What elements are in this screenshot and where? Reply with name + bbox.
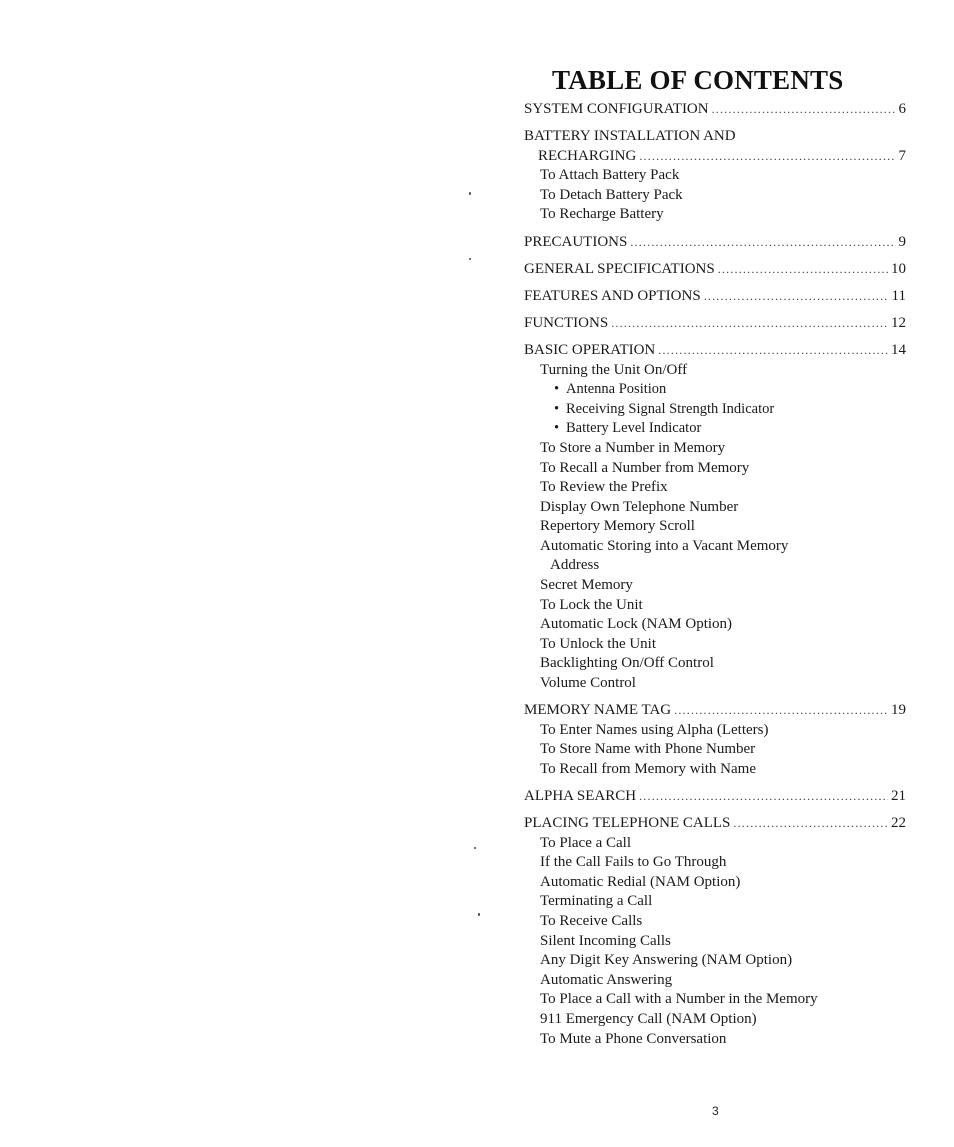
toc-page-number: 19 [891,702,906,719]
toc-subitem[interactable]: To Recharge Battery [540,206,664,223]
toc-subitem[interactable]: To Recall a Number from Memory [540,459,750,476]
toc-page-number: 7 [898,147,906,164]
toc-heading: FEATURES AND OPTIONS [524,287,701,304]
toc-subitem[interactable]: To Lock the Unit [540,596,643,613]
toc-heading: ALPHA SEARCH [524,788,637,804]
toc-page-number: 6 [898,101,906,117]
toc-subitem[interactable]: Turning the Unit On/Off [540,361,688,378]
scan-speck [469,192,471,195]
toc-row[interactable] [524,787,906,807]
scan-speck [474,847,476,849]
toc-entry-battery-installation [524,127,906,225]
toc-subitem[interactable]: Volume Control [540,675,636,692]
toc-entry-features-and-options [524,287,906,307]
scan-speck [469,258,471,260]
dot-leader [639,147,895,167]
dot-leader [639,787,888,807]
toc-row[interactable] [524,701,906,721]
toc-heading: PLACING TELEPHONE CALLS [524,815,731,832]
toc-row[interactable] [524,287,906,307]
toc-subitem[interactable]: To Place a Call with a Number in the Memory [540,991,818,1008]
toc-heading: FUNCTIONS [524,314,609,331]
toc-row[interactable] [524,814,906,834]
toc-row[interactable] [524,260,906,280]
toc-bullet-label: Battery Level Indicator [566,420,702,437]
toc-subitem[interactable]: To Place a Call [540,834,632,851]
toc-subitem[interactable]: Terminating a Call [540,893,653,910]
page-title: TABLE OF CONTENTS [552,65,844,96]
dot-leader [733,814,888,834]
toc-subitem[interactable]: To Unlock the Unit [540,635,657,652]
toc-bullet-item[interactable] [524,380,906,400]
toc-subitem[interactable]: Automatic Storing into a Vacant Memory [540,537,789,554]
scan-speck [478,913,480,916]
toc-bullet-label: Antenna Position [566,381,667,398]
toc-subitem[interactable]: Any Digit Key Answering (NAM Option) [540,952,793,969]
toc-entry-system-configuration [524,100,906,120]
dot-leader [712,100,896,120]
toc-entry-basic-operation [524,341,906,694]
dot-leader [658,341,888,361]
toc-heading: GENERAL SPECIFICATIONS [524,260,715,277]
toc-subitem[interactable]: To Attach Battery Pack [540,167,680,184]
dot-leader [704,287,889,307]
table-of-contents [524,100,906,1049]
bullet-icon: • [554,381,560,398]
toc-subitem[interactable]: To Enter Names using Alpha (Letters) [540,721,769,738]
toc-entry-general-specifications [524,260,906,280]
dot-leader [718,260,888,280]
toc-row[interactable] [524,341,906,361]
toc-page-number: 12 [891,314,906,331]
toc-page-number: 21 [891,788,906,804]
toc-entry-functions [524,314,906,334]
toc-subitem[interactable]: Display Own Telephone Number [540,498,739,515]
toc-subitem[interactable]: To Store Name with Phone Number [540,741,756,758]
toc-subitem[interactable]: Automatic Redial (NAM Option) [540,873,741,890]
toc-row[interactable] [524,147,906,167]
toc-bullet-item[interactable] [524,400,906,420]
toc-subitem[interactable]: Backlighting On/Off Control [540,655,714,672]
toc-entry-placing-telephone-calls [524,814,906,1049]
toc-page-number: 10 [891,260,906,277]
page-number: 3 [712,1104,719,1118]
dot-leader [674,701,888,721]
toc-entry-alpha-search [524,787,906,807]
toc-page-number: 9 [898,233,906,250]
bullet-icon: • [554,420,560,437]
toc-subitem[interactable]: 911 Emergency Call (NAM Option) [540,1011,757,1028]
toc-heading: BASIC OPERATION [524,341,656,358]
toc-subitem[interactable]: To Mute a Phone Conversation [540,1030,727,1047]
toc-row[interactable] [524,100,906,120]
toc-heading: BATTERY INSTALLATION AND [524,128,736,145]
toc-page-number: 11 [891,287,906,304]
dot-leader [611,314,888,334]
toc-subitem[interactable]: Repertory Memory Scroll [540,518,695,535]
toc-heading: MEMORY NAME TAG [524,702,672,719]
toc-row[interactable] [524,233,906,253]
toc-subitem[interactable]: Silent Incoming Calls [540,932,671,949]
toc-subitem-continuation: Address [550,557,600,574]
dot-leader [630,233,895,253]
toc-heading: PRECAUTIONS [524,233,628,250]
toc-subitem[interactable]: To Store a Number in Memory [540,439,726,456]
toc-page-number: 22 [891,815,906,832]
toc-subitem[interactable]: If the Call Fails to Go Through [540,854,727,871]
toc-subitem[interactable]: Automatic Answering [540,971,673,988]
toc-entry-precautions [524,233,906,253]
toc-subitem[interactable]: Secret Memory [540,577,633,594]
toc-bullet-item[interactable] [524,419,906,439]
toc-entry-memory-name-tag [524,701,906,779]
toc-bullet-label: Receiving Signal Strength Indicator [566,400,775,417]
bullet-icon: • [554,400,560,417]
toc-heading: SYSTEM CONFIGURATION [524,101,709,117]
toc-page-number: 14 [891,341,906,358]
toc-heading-continuation: RECHARGING [538,147,637,164]
toc-subitem[interactable]: Automatic Lock (NAM Option) [540,616,733,633]
toc-row[interactable] [524,314,906,334]
toc-subitem[interactable]: To Receive Calls [540,913,643,930]
toc-subitem[interactable]: To Review the Prefix [540,479,668,496]
toc-subitem[interactable]: To Recall from Memory with Name [540,760,756,777]
toc-subitem[interactable]: To Detach Battery Pack [540,186,683,203]
